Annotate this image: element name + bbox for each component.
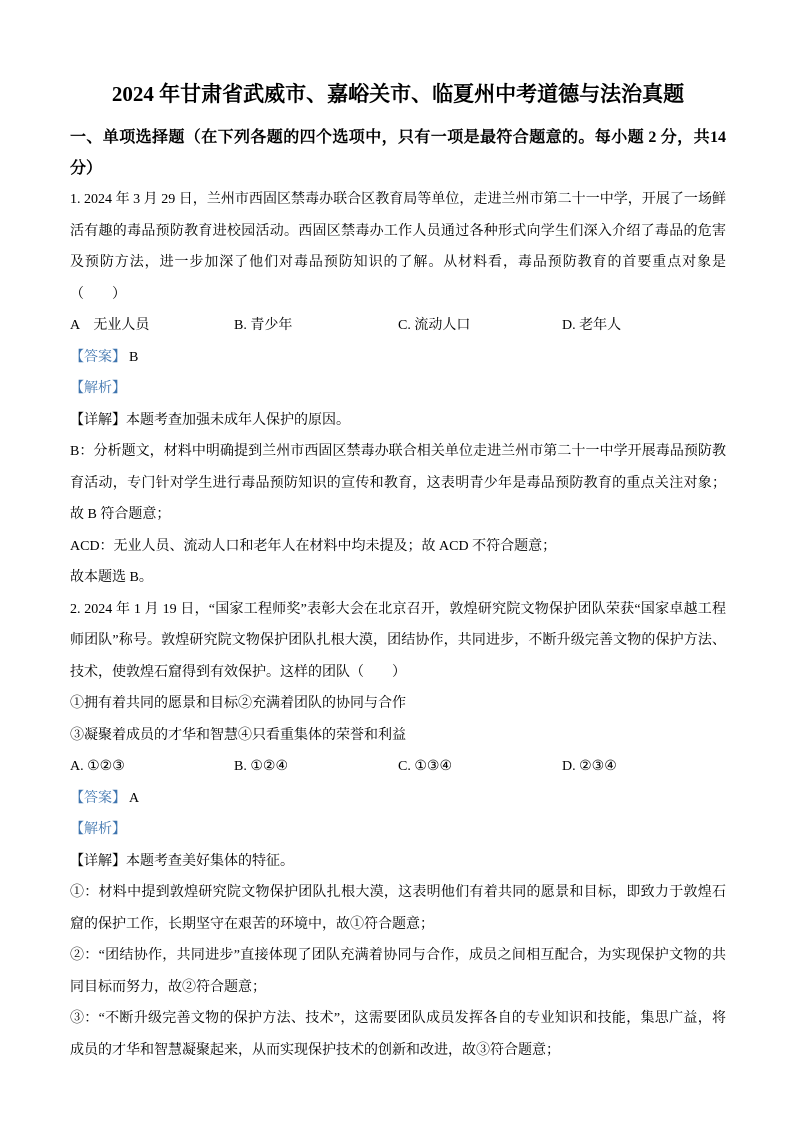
- question-2-detail: 【详解】本题考查美好集体的特征。: [70, 853, 294, 869]
- question-2-explanation-3: ③：“不断升级完善文物的保护方法、技术”，这需要团队成员发挥各自的专业知识和技能，集思广益，将成员的才华和智慧凝聚起来，从而实现保护技术的创新和改进，故③符合题意；: [70, 1011, 726, 1058]
- answer-label: 【答案】: [70, 349, 126, 365]
- analysis-label: 【解析】: [70, 381, 126, 396]
- section-heading: 一、单项选择题（在下列各题的四个选项中，只有一项是最符合题意的。每小题 2 分，共14 分）: [70, 129, 726, 177]
- question-1-options: [70, 310, 726, 342]
- question-2-stem: 2. 2024 年 1 月 19 日，“国家工程师奖”表彰大会在北京召开，敦煌研究院文物保护团队荣获“国家卓越工程师团队”称号。敦煌研究院文物保护团队扎根大漠，团结协作，共同进步，不断升级完善文物的保护方法、技术，使敦煌石窟得到有效保护。这样的团队（ ）: [70, 601, 726, 680]
- question-1-detail: 【详解】本题考查加强未成年人保护的原因。: [70, 412, 350, 428]
- question-1-explanation-2: ACD：无业人员、流动人口和老年人在材料中均未提及；故 ACD 不符合题意；: [70, 538, 557, 554]
- question-1-stem: 1. 2024 年 3 月 29 日，兰州市西固区禁毒办联合区教育局等单位，走进兰州市第二十一中学，开展了一场鲜活有趣的毒品预防教育进校园活动。西固区禁毒办工作人员通过各种形式向学生们深入介绍了毒品的危害及预防方法，进一步加深了他们对毒品预防知识的了解。从材料看，毒品预防教育的首要重点对象是（ ）: [70, 192, 726, 302]
- question-1-option-d: D. 老年人: [562, 318, 622, 333]
- answer-label: 【答案】: [70, 790, 126, 806]
- question-2-option-c: C. ①③④: [398, 759, 452, 774]
- question-1-answer-row: [70, 342, 726, 374]
- question-2-option-b: B. ①②④: [234, 759, 288, 774]
- question-1-answer-value: B: [129, 349, 139, 365]
- question-1-option-b: B. 青少年: [234, 318, 293, 333]
- question-2-answer-row: [70, 783, 726, 815]
- question-2-explanation-1: ①：材料中提到敦煌研究院文物保护团队扎根大漠，这表明他们有着共同的愿景和目标，即致力于敦煌石窟的保护工作，长期坚守在艰苦的环境中，故①符合题意；: [70, 885, 726, 932]
- question-2: [70, 594, 726, 1067]
- question-2-item-line-1: ①拥有着共同的愿景和目标②充满着团队的协同与合作: [70, 696, 406, 711]
- question-2-option-d: D. ②③④: [562, 759, 617, 774]
- analysis-label: 【解析】: [70, 822, 126, 837]
- question-1-option-c: C. 流动人口: [398, 318, 471, 333]
- question-1-explanation-3: 故本题选 B。: [70, 570, 153, 585]
- question-2-item-line-2: ③凝聚着成员的才华和智慧④只看重集体的荣誉和利益: [70, 727, 406, 743]
- question-2-explanation-2: ②：“团结协作，共同进步”直接体现了团队充满着协同与合作，成员之间相互配合，为实现保护文物的共同目标而努力，故②符合题意；: [70, 948, 726, 995]
- question-1: [70, 184, 726, 594]
- question-1-option-a: A 无业人员: [70, 318, 150, 333]
- document-title: 2024 年甘肃省武威市、嘉峪关市、临夏州中考道德与法治真题: [111, 82, 685, 106]
- question-2-option-a: A. ①②③: [70, 759, 125, 774]
- question-2-answer-value: A: [129, 790, 140, 806]
- question-1-explanation-1: B：分析题文，材料中明确提到兰州市西固区禁毒办联合相关单位走进兰州市第二十一中学开展毒品预防教育活动，专门针对学生进行毒品预防知识的宣传和教育，这表明青少年是毒品预防教育的重点关注对象；故 B 符合题意；: [70, 444, 726, 522]
- question-2-options: [70, 751, 726, 783]
